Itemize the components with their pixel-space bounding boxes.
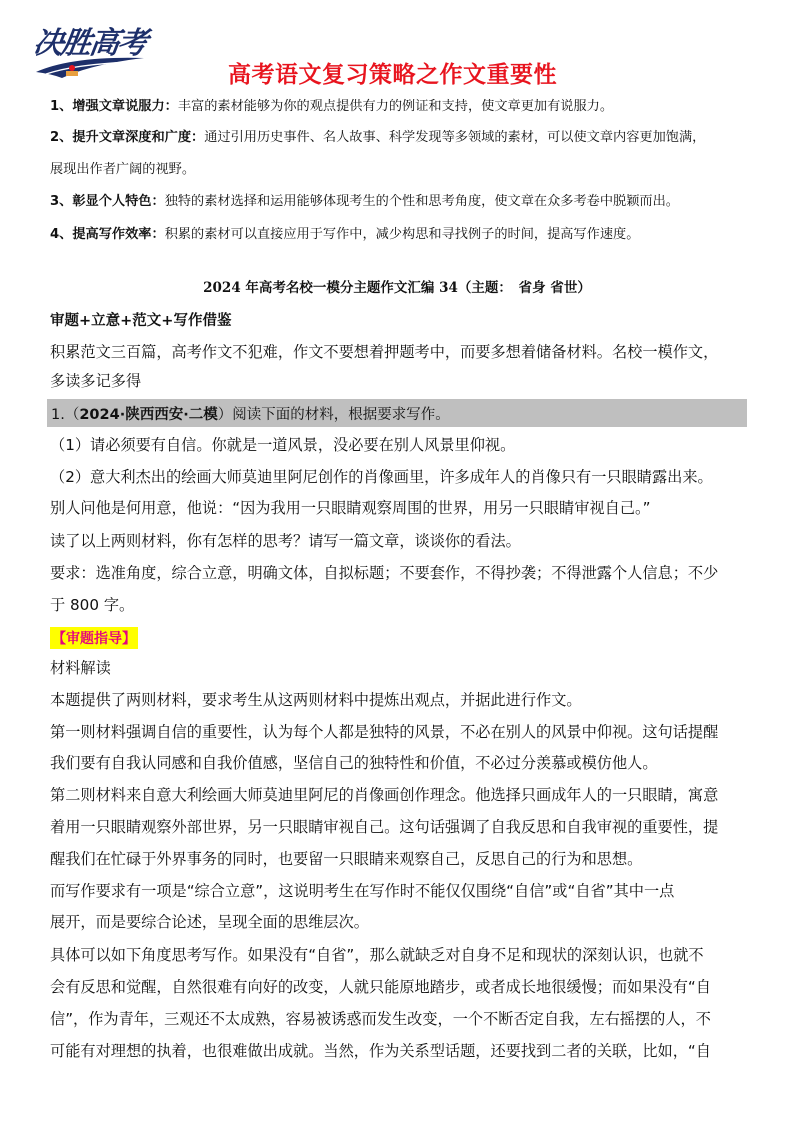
question-header (51, 403, 450, 424)
point-text: 积累的素材可以直接应用于写作中，减少构思和寻找例子的时间，提高写作速度。 (164, 227, 640, 242)
point-2-continued: 展现出作者广阔的视野。 (50, 162, 196, 177)
question-line: 要求：选准角度，综合立意，明确文体，自拟标题；不要套作，不得抄袭；不得泄露个人信息；不少 (50, 564, 719, 582)
analysis-line: 材料解读 (50, 659, 111, 677)
question-line: （2）意大利杰出的绘画大师莫迪里阿尼创作的肖像画里，许多成年人的肖像只有一只眼睛露出来。 (50, 468, 713, 486)
point-3 (50, 192, 750, 212)
point-label: 3、彰显个人特色： (50, 194, 165, 209)
question-source: 2024·陕西西安·二模 (79, 407, 218, 423)
logo-text: 决胜高考 (31, 26, 148, 61)
analysis-line: 而写作要求有一项是“综合立意”，这说明考生在写作时不能仅仅围绕“自信”或“自省”其中一点 (50, 882, 675, 900)
collection-subheading: 2024 年高考名校一模分主题作文汇编 34（主题： 省身 省世） (203, 280, 591, 296)
question-number: 1.（ (51, 407, 80, 423)
question-header-bar (47, 399, 747, 427)
question-line: 别人问他是何用意，他说：“因为我用一只眼睛观察周围的世界，用另一只眼睛审视自己。” (50, 499, 651, 517)
question-line: 读了以上两则材料，你有怎样的思考？请写一篇文章，谈谈你的看法。 (50, 532, 521, 550)
point-text: 通过引用历史事件、名人故事、科学发现等多领域的素材，可以使文章内容更加饱满， (204, 130, 706, 145)
point-label: 2、提升文章深度和广度： (50, 130, 205, 145)
analysis-line: 信”，作为青年，三观还不太成熟，容易被诱惑而发生改变，一个不断否定自我，左右摇摆的人，不 (50, 1010, 711, 1028)
analysis-line: 具体可以如下角度思考写作。如果没有“自省”，那么就缺乏对自身不足和现状的深刻认识，也就不 (50, 946, 704, 964)
question-line: （1）请必须要有自信。你就是一道风景，没必要在别人风景里仰视。 (50, 436, 516, 454)
point-text: 丰富的素材能够为你的观点提供有力的例证和支持，使文章更加有说服力。 (177, 99, 614, 114)
point-2 (50, 128, 750, 148)
analysis-line: 可能有对理想的执着，也很难做出成就。当然，作为关系型话题，还要找到二者的关联，比如，“自 (50, 1042, 711, 1060)
analysis-line: 第二则材料来自意大利绘画大师莫迪里阿尼的肖像画创作理念。他选择只画成年人的一只眼睛，寓意 (50, 786, 719, 804)
point-label: 1、增强文章说服力： (50, 99, 178, 114)
question-source-close: ） (217, 407, 233, 423)
guide-badge: 【审题指导】 (50, 627, 138, 649)
analysis-line: 我们要有自我认同感和自我价值感，坚信自己的独特性和价值，不必过分羡慕或模仿他人。 (50, 754, 658, 772)
logo (32, 18, 150, 82)
logo-swoosh-icon (32, 52, 150, 82)
analysis-line: 会有反思和觉醒，自然很难有向好的改变，人就只能原地踏步，或者成长地很缓慢；而如果没有“自 (50, 978, 711, 996)
intro-line: 多读多记多得 (50, 372, 142, 390)
analysis-line: 着用一只眼睛观察外部世界，另一只眼睛审视自己。这句话强调了自我反思和自我审视的重要性，提 (50, 818, 719, 836)
point-1 (50, 97, 750, 117)
point-text: 独特的素材选择和运用能够体现考生的个性和思考角度，使文章在众多考卷中脱颖而出。 (164, 194, 679, 209)
analysis-line: 展开，而是要综合论述，呈现全面的思维层次。 (50, 913, 369, 931)
point-4 (50, 225, 750, 245)
analysis-line: 第一则材料强调自信的重要性，认为每个人都是独特的风景，不必在别人的风景中仰视。这句话提醒 (50, 723, 719, 741)
analysis-line: 本题提供了两则材料，要求考生从这两则材料中提炼出观点，并据此进行作文。 (50, 691, 582, 709)
point-label: 4、提高写作效率： (50, 227, 165, 242)
analysis-line: 醒我们在忙碌于外界事务的同时，也要留一只眼睛来观察自己，反思自己的行为和思想。 (50, 850, 643, 868)
section-subheading: 审题+立意+范文+写作借鉴 (50, 313, 232, 329)
page-title: 高考语文复习策略之作文重要性 (228, 62, 557, 88)
question-line: 于 800 字。 (50, 596, 135, 614)
intro-line: 积累范文三百篇，高考作文不犯难，作文不要想着押题考中，而要多想着储备材料。名校一模作文， (50, 343, 719, 361)
question-instruction: 阅读下面的材料，根据要求写作。 (232, 407, 450, 423)
